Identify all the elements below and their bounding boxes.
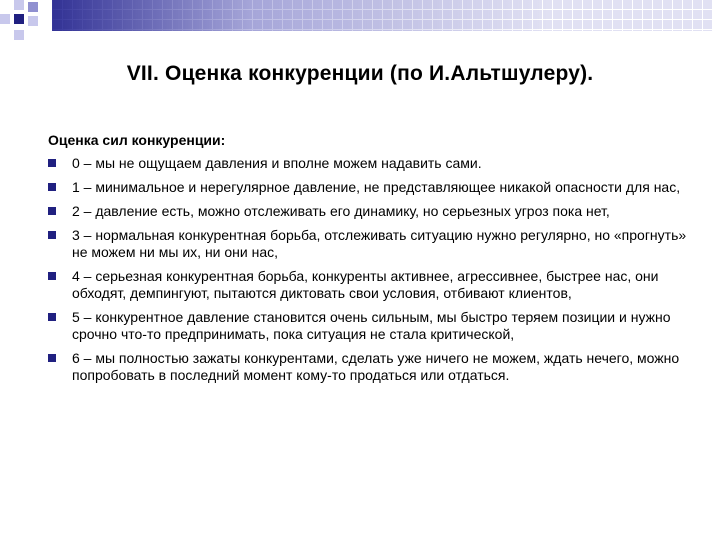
square-bullet-icon	[48, 231, 56, 239]
bullet-list	[48, 155, 688, 384]
list-item-text: 1 – минимальное и нерегулярное давление, не представляющее никакой опасности для нас,	[72, 179, 681, 195]
list-item	[48, 179, 688, 196]
list-item-text: 0 – мы не ощущаем давления и вполне можем надавить сами.	[72, 155, 482, 171]
slide-title: VII. Оценка конкуренции (по И.Альтшулеру).	[126, 62, 594, 85]
list-item	[48, 203, 688, 220]
header-gradient-bar	[52, 0, 712, 31]
list-item	[48, 350, 688, 384]
square-bullet-icon	[48, 354, 56, 362]
list-item	[48, 155, 688, 172]
square-bullet-icon	[48, 272, 56, 280]
list-item-text: 4 – серьезная конкурентная борьба, конкуренты активнее, агрессивнее, быстрее нас, они обходят, демпингуют, пытаются диктовать свои условия, отбивают клиентов,	[72, 268, 659, 301]
list-item	[48, 227, 688, 261]
list-item	[48, 268, 688, 302]
square-bullet-icon	[48, 183, 56, 191]
list-item-text: 5 – конкурентное давление становится очень сильным, мы быстро теряем позиции и нужно срочно что-то предпринимать, пока ситуация не стала критической,	[72, 309, 671, 342]
decor-square	[14, 14, 24, 24]
decor-square	[28, 16, 38, 26]
list-item-text: 2 – давление есть, можно отслеживать его динамику, но серьезных угроз пока нет,	[72, 203, 610, 219]
corner-decoration	[0, 0, 40, 44]
decor-square	[0, 14, 10, 24]
square-bullet-icon	[48, 207, 56, 215]
list-item-text: 6 – мы полностью зажаты конкурентами, сделать уже ничего не можем, ждать нечего, можно попробовать в последний момент кому-то продаться или отдаться.	[72, 350, 680, 383]
square-bullet-icon	[48, 313, 56, 321]
decor-square	[14, 30, 24, 40]
slide-content	[48, 132, 688, 391]
list-item-text: 3 – нормальная конкурентная борьба, отслеживать ситуацию нужно регулярно, но «прогнуть» не можем ни мы их, ни они нас,	[72, 227, 687, 260]
decor-square	[28, 2, 38, 12]
decor-square	[14, 0, 24, 10]
list-item	[48, 309, 688, 343]
square-bullet-icon	[48, 159, 56, 167]
section-subtitle: Оценка сил конкуренции:	[48, 132, 226, 148]
